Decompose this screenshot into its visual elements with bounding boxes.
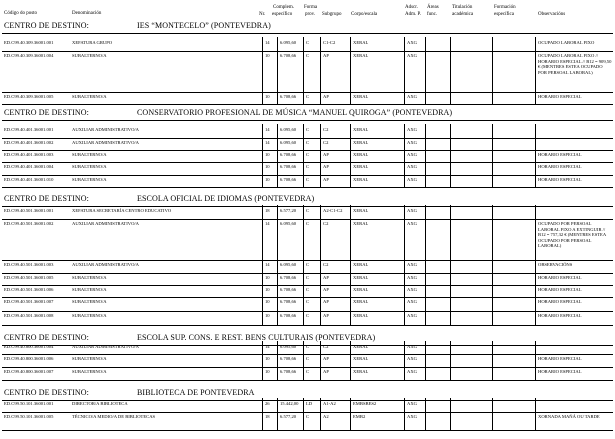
row-code: ED.C99.40.401.36001.010 bbox=[4, 177, 54, 182]
row-observacions: HORARIO ESPECIAL bbox=[538, 94, 582, 99]
col-header-areas-l2: func. bbox=[427, 12, 438, 17]
row-adscr: AXG bbox=[407, 344, 417, 349]
col-header-titulacion-l2: académica bbox=[452, 12, 474, 17]
column-rule bbox=[450, 37, 451, 104]
section-title: IES “MONTECELO” (PONTEVEDRA) bbox=[137, 21, 271, 30]
row-observacions: HORARIO ESPECIAL bbox=[538, 287, 582, 292]
column-rule bbox=[535, 124, 536, 187]
column-rule bbox=[320, 398, 321, 430]
column-rule bbox=[350, 124, 351, 187]
column-rule bbox=[492, 124, 493, 187]
row-observacions: HORARIO ESPECIAL bbox=[538, 177, 582, 182]
row-subgrupo: C2 bbox=[323, 221, 329, 226]
row-observacions: HORARIO ESPECIAL bbox=[538, 313, 582, 318]
row-adscr: AXG bbox=[407, 164, 417, 169]
row-code: ED.C99.40.501.36001.003 bbox=[4, 262, 54, 267]
column-rule bbox=[320, 124, 321, 187]
row-rule bbox=[2, 354, 613, 355]
section-rule bbox=[2, 120, 613, 121]
section-title: BIBLIOTECA DE PONTEVEDRA bbox=[137, 388, 255, 397]
row-corpo: XERAL bbox=[353, 40, 369, 45]
row-complemento: 6.708,66 bbox=[280, 313, 297, 318]
column-rule bbox=[450, 124, 451, 187]
row-code: ED.C99.40.800.36001.007 bbox=[4, 369, 54, 374]
column-rule bbox=[303, 124, 304, 187]
row-subgrupo: AP bbox=[323, 53, 329, 58]
row-denominacion: TÉCNICO/A MEDIO/A DE BIBLIOTECAS bbox=[72, 414, 156, 419]
row-forma: C bbox=[306, 152, 310, 157]
row-subgrupo: A1-A2 bbox=[323, 401, 336, 406]
row-forma: C bbox=[306, 299, 310, 304]
row-rule bbox=[2, 430, 613, 431]
row-complemento: 6.708,66 bbox=[280, 152, 297, 157]
row-forma: C bbox=[306, 208, 310, 213]
row-nivel: 14 bbox=[265, 344, 270, 349]
row-subgrupo: C2 bbox=[323, 262, 329, 267]
column-rule bbox=[535, 398, 536, 430]
row-observacions: HORARIO ESPECIAL bbox=[538, 275, 582, 280]
row-forma: C bbox=[306, 221, 310, 226]
row-forma: C bbox=[306, 414, 310, 419]
row-corpo: XERAL bbox=[353, 356, 369, 361]
section-rule bbox=[2, 33, 613, 34]
col-header-complemento-l2: específico bbox=[272, 12, 293, 17]
row-forma: LD bbox=[306, 401, 313, 406]
row-observacions: HORARIO ESPECIAL bbox=[538, 299, 582, 304]
row-nivel: 14 bbox=[265, 40, 270, 45]
col-header-subgrupo: Subgrupo bbox=[322, 12, 342, 17]
row-corpo: XERAL bbox=[353, 94, 369, 99]
column-rule bbox=[277, 37, 278, 104]
row-rule bbox=[2, 187, 613, 188]
col-header-formacion-l1: Formación bbox=[494, 5, 516, 10]
row-complemento: 6.708,66 bbox=[280, 287, 297, 292]
column-rule bbox=[350, 398, 351, 430]
row-adscr: AXG bbox=[407, 369, 417, 374]
row-rule bbox=[2, 297, 613, 298]
row-forma: C bbox=[306, 94, 310, 99]
row-denominacion: SUBALTERNO/A bbox=[72, 287, 107, 292]
row-complemento: 6.708,66 bbox=[280, 275, 297, 280]
column-rule bbox=[303, 398, 304, 430]
row-subgrupo: C2 bbox=[323, 344, 329, 349]
row-forma: C bbox=[306, 164, 310, 169]
row-code: ED.C99.40.501.36001.005 bbox=[4, 275, 54, 280]
column-rule bbox=[425, 37, 426, 104]
row-subgrupo: AP bbox=[323, 287, 329, 292]
column-rule bbox=[262, 124, 263, 187]
col-header-codigo: Código do posto bbox=[4, 11, 38, 16]
row-complemento: 15.442,00 bbox=[280, 401, 299, 406]
row-nivel: 10 bbox=[265, 177, 270, 182]
row-denominacion: SUBALTERNO/A bbox=[72, 369, 107, 374]
centro-destino-label: CENTRO DE DESTINO: bbox=[4, 108, 89, 117]
row-complemento: 6.095,60 bbox=[280, 262, 297, 267]
row-forma: C bbox=[306, 140, 310, 145]
col-header-adscr-l2: Adm. P. bbox=[405, 12, 421, 17]
row-adscr: AXG bbox=[407, 53, 417, 58]
column-rule bbox=[303, 37, 304, 104]
column-rule bbox=[450, 398, 451, 430]
row-observacions: HORARIO ESPECIAL bbox=[538, 164, 582, 169]
row-denominacion: AUXILIAR ADMINISTRATIVO/A bbox=[72, 221, 139, 226]
col-header-denominacion: Denominación bbox=[72, 11, 102, 16]
row-rule bbox=[2, 104, 613, 105]
column-rule bbox=[404, 205, 405, 325]
row-subgrupo: AP bbox=[323, 275, 329, 280]
row-denominacion: DIRECTOR/A BIBLIOTECA bbox=[72, 401, 128, 406]
row-subgrupo: AP bbox=[323, 152, 329, 157]
row-subgrupo: AP bbox=[323, 177, 329, 182]
row-denominacion: SUBALTERNO/A bbox=[72, 299, 107, 304]
column-rule bbox=[320, 341, 321, 380]
row-adscr: AXG bbox=[407, 275, 417, 280]
row-complemento: 6.095,60 bbox=[280, 344, 297, 349]
row-subgrupo: A2-C1-C2 bbox=[323, 208, 343, 213]
row-code: ED.C99.40.401.36001.004 bbox=[4, 164, 54, 169]
row-nivel: 10 bbox=[265, 94, 270, 99]
column-rule bbox=[262, 37, 263, 104]
section-title: CONSERVATORIO PROFESIONAL DE MÚSICA “MANUEL QUIROGA” (PONTEVEDRA) bbox=[137, 108, 453, 117]
row-complemento: 6.577,20 bbox=[280, 414, 297, 419]
row-rule bbox=[2, 219, 613, 220]
row-rule bbox=[2, 138, 613, 139]
column-rule bbox=[303, 341, 304, 380]
row-code: ED.C99.40.800.36001.006 bbox=[4, 356, 54, 361]
row-adscr: AXG bbox=[407, 299, 417, 304]
row-nivel: 10 bbox=[265, 287, 270, 292]
row-rule bbox=[2, 150, 613, 151]
row-denominacion: AUXILIAR ADMINISTRATIVO/A bbox=[72, 262, 139, 267]
col-header-forma-l1: Forma bbox=[304, 5, 318, 10]
centro-destino-label: CENTRO DE DESTINO: bbox=[4, 388, 89, 397]
row-corpo: XERAL bbox=[353, 208, 369, 213]
row-forma: C bbox=[306, 127, 310, 132]
row-nivel: 14 bbox=[265, 262, 270, 267]
row-corpo: EMB2 bbox=[353, 414, 366, 419]
row-adscr: AXG bbox=[407, 127, 417, 132]
row-denominacion: XEFATURA SECRETARÍA CENTRO EDUCATIVO bbox=[72, 208, 172, 213]
col-header-areas-l1: Áreas bbox=[427, 5, 439, 10]
row-adscr: AXG bbox=[407, 287, 417, 292]
column-rule bbox=[404, 124, 405, 187]
row-forma: C bbox=[306, 177, 310, 182]
column-rule bbox=[262, 341, 263, 380]
column-rule bbox=[262, 398, 263, 430]
col-header-complemento-l1: Complem. bbox=[273, 5, 294, 10]
row-denominacion: SUBALTERNO/A bbox=[72, 152, 107, 157]
column-rule bbox=[425, 124, 426, 187]
row-corpo: XERAL bbox=[353, 313, 369, 318]
column-rule bbox=[350, 341, 351, 380]
col-header-corpo: Corpo/escala bbox=[351, 12, 378, 17]
row-nivel: 14 bbox=[265, 127, 270, 132]
column-rule bbox=[425, 398, 426, 430]
row-adscr: AXG bbox=[407, 152, 417, 157]
row-subgrupo: C2 bbox=[323, 127, 329, 132]
row-subgrupo: AP bbox=[323, 369, 329, 374]
column-rule bbox=[535, 37, 536, 104]
row-code: ED.C99.40.401.36001.003 bbox=[4, 152, 54, 157]
col-header-nivel: Nr. bbox=[259, 12, 266, 17]
column-rule bbox=[277, 124, 278, 187]
row-corpo: XERAL bbox=[353, 287, 369, 292]
row-nivel: 10 bbox=[265, 313, 270, 318]
row-forma: C bbox=[306, 287, 310, 292]
row-corpo: XERAL bbox=[353, 177, 369, 182]
row-adscr: AXG bbox=[407, 313, 417, 318]
row-complemento: 6.708,66 bbox=[280, 177, 297, 182]
row-nivel: 10 bbox=[265, 152, 270, 157]
row-rule bbox=[2, 325, 613, 326]
row-rule bbox=[2, 175, 613, 176]
column-rule bbox=[404, 37, 405, 104]
section-title: ESCOLA OFICIAL DE IDIOMAS (PONTEVEDRA) bbox=[137, 194, 315, 203]
column-rule bbox=[350, 37, 351, 104]
row-subgrupo: AP bbox=[323, 356, 329, 361]
row-rule bbox=[2, 367, 613, 368]
row-denominacion: XEFATURA GRUPO bbox=[72, 40, 113, 45]
row-forma: C bbox=[306, 344, 310, 349]
column-rule bbox=[277, 205, 278, 325]
row-observacions: HORARIO ESPECIAL bbox=[538, 152, 582, 157]
row-adscr: AXG bbox=[407, 414, 417, 419]
row-adscr: AXG bbox=[407, 208, 417, 213]
row-forma: C bbox=[306, 262, 310, 267]
row-rule bbox=[2, 162, 613, 163]
column-rule bbox=[425, 205, 426, 325]
row-rule bbox=[2, 273, 613, 274]
column-rule bbox=[492, 398, 493, 430]
col-header-formacion-l2: específica bbox=[494, 12, 514, 17]
row-subgrupo: AP bbox=[323, 164, 329, 169]
centro-destino-label: CENTRO DE DESTINO: bbox=[4, 333, 89, 342]
row-corpo: XERAL bbox=[353, 221, 369, 226]
row-denominacion: AUXILIAR ADMINISTRATIVO/A bbox=[72, 344, 139, 349]
row-corpo: XERAL bbox=[353, 127, 369, 132]
row-adscr: AXG bbox=[407, 177, 417, 182]
row-corpo: XERAL bbox=[353, 164, 369, 169]
row-complemento: 6.577,20 bbox=[280, 208, 297, 213]
row-subgrupo: AP bbox=[323, 299, 329, 304]
row-nivel: 10 bbox=[265, 299, 270, 304]
row-complemento: 6.095,60 bbox=[280, 140, 297, 145]
row-corpo: XERAL bbox=[353, 152, 369, 157]
row-observacions: XORNADA MAÑÁ OU TARDE bbox=[538, 414, 600, 419]
row-corpo: EMBSBES2 bbox=[353, 401, 377, 406]
row-corpo: XERAL bbox=[353, 53, 369, 58]
section-title: ESCOLA SUP. CONS. E REST. BENS CULTURAIS (PONTEVEDRA) bbox=[137, 333, 376, 342]
row-complemento: 6.708,66 bbox=[280, 94, 297, 99]
row-rule bbox=[2, 285, 613, 286]
row-subgrupo: AP bbox=[323, 313, 329, 318]
col-header-titulacion-l1: Titulación bbox=[452, 5, 473, 10]
row-subgrupo: A2 bbox=[323, 414, 329, 419]
column-rule bbox=[303, 205, 304, 325]
row-adscr: AXG bbox=[407, 221, 417, 226]
row-subgrupo: AP bbox=[323, 94, 329, 99]
row-nivel: 10 bbox=[265, 356, 270, 361]
row-complemento: 6.095,60 bbox=[280, 127, 297, 132]
row-nivel: 14 bbox=[265, 140, 270, 145]
column-rule bbox=[535, 341, 536, 380]
row-observacions: OCUPADO POR PERSOAL LABORAL FIXO A EXTINGUIR // B12 = 757,32 € (MENTRES ESTEA OCUPADO POR PERSOAL LABORAL) bbox=[538, 221, 606, 249]
row-corpo: XERAL bbox=[353, 344, 369, 349]
row-observacions: OBSERVACIÓNS bbox=[538, 262, 573, 267]
row-code: ED.C99.40.501.36001.007 bbox=[4, 299, 54, 304]
row-denominacion: SUBALTERNO/A bbox=[72, 177, 107, 182]
row-forma: C bbox=[306, 53, 310, 58]
column-rule bbox=[262, 205, 263, 325]
row-observacions: OCUPADO LABORAL FIXO bbox=[538, 40, 595, 45]
column-rule bbox=[350, 205, 351, 325]
row-corpo: XERAL bbox=[353, 369, 369, 374]
row-code: ED.C99.50.101.36001.005 bbox=[4, 414, 54, 419]
row-denominacion: AUXILIAR ADMINISTRATIVO/A bbox=[72, 127, 139, 132]
row-complemento: 6.708,66 bbox=[280, 299, 297, 304]
row-complemento: 6.708,66 bbox=[280, 369, 297, 374]
row-code: ED.C99.40.501.36001.008 bbox=[4, 313, 54, 318]
centro-destino-label: CENTRO DE DESTINO: bbox=[4, 194, 89, 203]
row-complemento: 6.708,66 bbox=[280, 356, 297, 361]
row-corpo: XERAL bbox=[353, 275, 369, 280]
column-rule bbox=[277, 398, 278, 430]
row-adscr: AXG bbox=[407, 356, 417, 361]
row-rule bbox=[2, 51, 613, 52]
row-forma: C bbox=[306, 356, 310, 361]
row-corpo: XERAL bbox=[353, 140, 369, 145]
col-header-adscr-l1: Adscr. bbox=[405, 5, 418, 10]
row-forma: C bbox=[306, 275, 310, 280]
row-code: ED.C99.40.800.36001.004 bbox=[4, 344, 54, 349]
row-nivel: 18 bbox=[265, 208, 270, 213]
col-header-observacions: Observacións bbox=[538, 12, 566, 17]
row-denominacion: AUXILIAR ADMINISTRATIVO/A bbox=[72, 140, 139, 145]
row-corpo: XERAL bbox=[353, 262, 369, 267]
row-forma: C bbox=[306, 369, 310, 374]
column-rule bbox=[535, 205, 536, 325]
row-denominacion: SUBALTERNO/A bbox=[72, 94, 107, 99]
row-code: ED.C99.40.309.36001.004 bbox=[4, 53, 54, 58]
row-adscr: AXG bbox=[407, 262, 417, 267]
row-code: ED.C99.40.309.36001.005 bbox=[4, 94, 54, 99]
row-nivel: 10 bbox=[265, 164, 270, 169]
section-rule bbox=[2, 206, 613, 207]
row-code: ED.C99.40.501.36001.001 bbox=[4, 208, 54, 213]
column-rule bbox=[320, 205, 321, 325]
row-complemento: 6.095,60 bbox=[280, 40, 297, 45]
row-corpo: XERAL bbox=[353, 299, 369, 304]
row-code: ED.C99.40.501.36001.006 bbox=[4, 287, 54, 292]
row-denominacion: SUBALTERNO/A bbox=[72, 275, 107, 280]
row-complemento: 6.708,66 bbox=[280, 164, 297, 169]
col-header-forma-l2: prov. bbox=[305, 12, 316, 17]
row-nivel: 10 bbox=[265, 369, 270, 374]
row-adscr: AXG bbox=[407, 401, 417, 406]
row-rule bbox=[2, 412, 613, 413]
column-rule bbox=[404, 398, 405, 430]
row-rule bbox=[2, 92, 613, 93]
row-nivel: 10 bbox=[265, 275, 270, 280]
row-denominacion: SUBALTERNO/A bbox=[72, 356, 107, 361]
row-code: ED.C99.40.401.36001.002 bbox=[4, 140, 54, 145]
row-adscr: AXG bbox=[407, 94, 417, 99]
row-nivel: 14 bbox=[265, 221, 270, 226]
row-observacions: HORARIO ESPECIAL bbox=[538, 356, 582, 361]
centro-destino-label: CENTRO DE DESTINO: bbox=[4, 21, 89, 30]
row-nivel: 10 bbox=[265, 53, 270, 58]
row-denominacion: SUBALTERNO/A bbox=[72, 53, 107, 58]
row-denominacion: SUBALTERNO/A bbox=[72, 313, 107, 318]
row-subgrupo: C1-C2 bbox=[323, 40, 336, 45]
row-forma: C bbox=[306, 40, 310, 45]
row-rule bbox=[2, 260, 613, 261]
row-complemento: 6.708,66 bbox=[280, 53, 297, 58]
row-subgrupo: C2 bbox=[323, 140, 329, 145]
column-rule bbox=[492, 205, 493, 325]
row-adscr: AXG bbox=[407, 140, 417, 145]
column-rule bbox=[320, 37, 321, 104]
row-complemento: 6.095,60 bbox=[280, 221, 297, 226]
column-rule bbox=[450, 205, 451, 325]
row-rule bbox=[2, 311, 613, 312]
row-observacions: HORARIO ESPECIAL bbox=[538, 369, 582, 374]
column-rule bbox=[492, 37, 493, 104]
row-code: ED.C99.40.501.36001.002 bbox=[4, 221, 54, 226]
column-rule bbox=[425, 341, 426, 380]
row-observacions: OCUPADO LABORAL FIXO // HORARIO ESPECIAL // B12 = 909,50 € (MENTRES ESTEA OCUPADO POR PERSOAL LABORAL) bbox=[538, 53, 612, 75]
row-denominacion: SUBALTERNO/A bbox=[72, 164, 107, 169]
row-code: ED.C99.40.401.36001.001 bbox=[4, 127, 54, 132]
column-rule bbox=[450, 341, 451, 380]
row-nivel: 26 bbox=[265, 401, 270, 406]
row-code: ED.C99.50.101.36001.001 bbox=[4, 401, 54, 406]
row-forma: C bbox=[306, 313, 310, 318]
column-rule bbox=[404, 341, 405, 380]
row-rule bbox=[2, 380, 613, 381]
row-adscr: AXG bbox=[407, 40, 417, 45]
row-nivel: 18 bbox=[265, 414, 270, 419]
column-rule bbox=[277, 341, 278, 380]
column-rule bbox=[492, 341, 493, 380]
row-code: ED.C99.40.309.36001.001 bbox=[4, 40, 54, 45]
